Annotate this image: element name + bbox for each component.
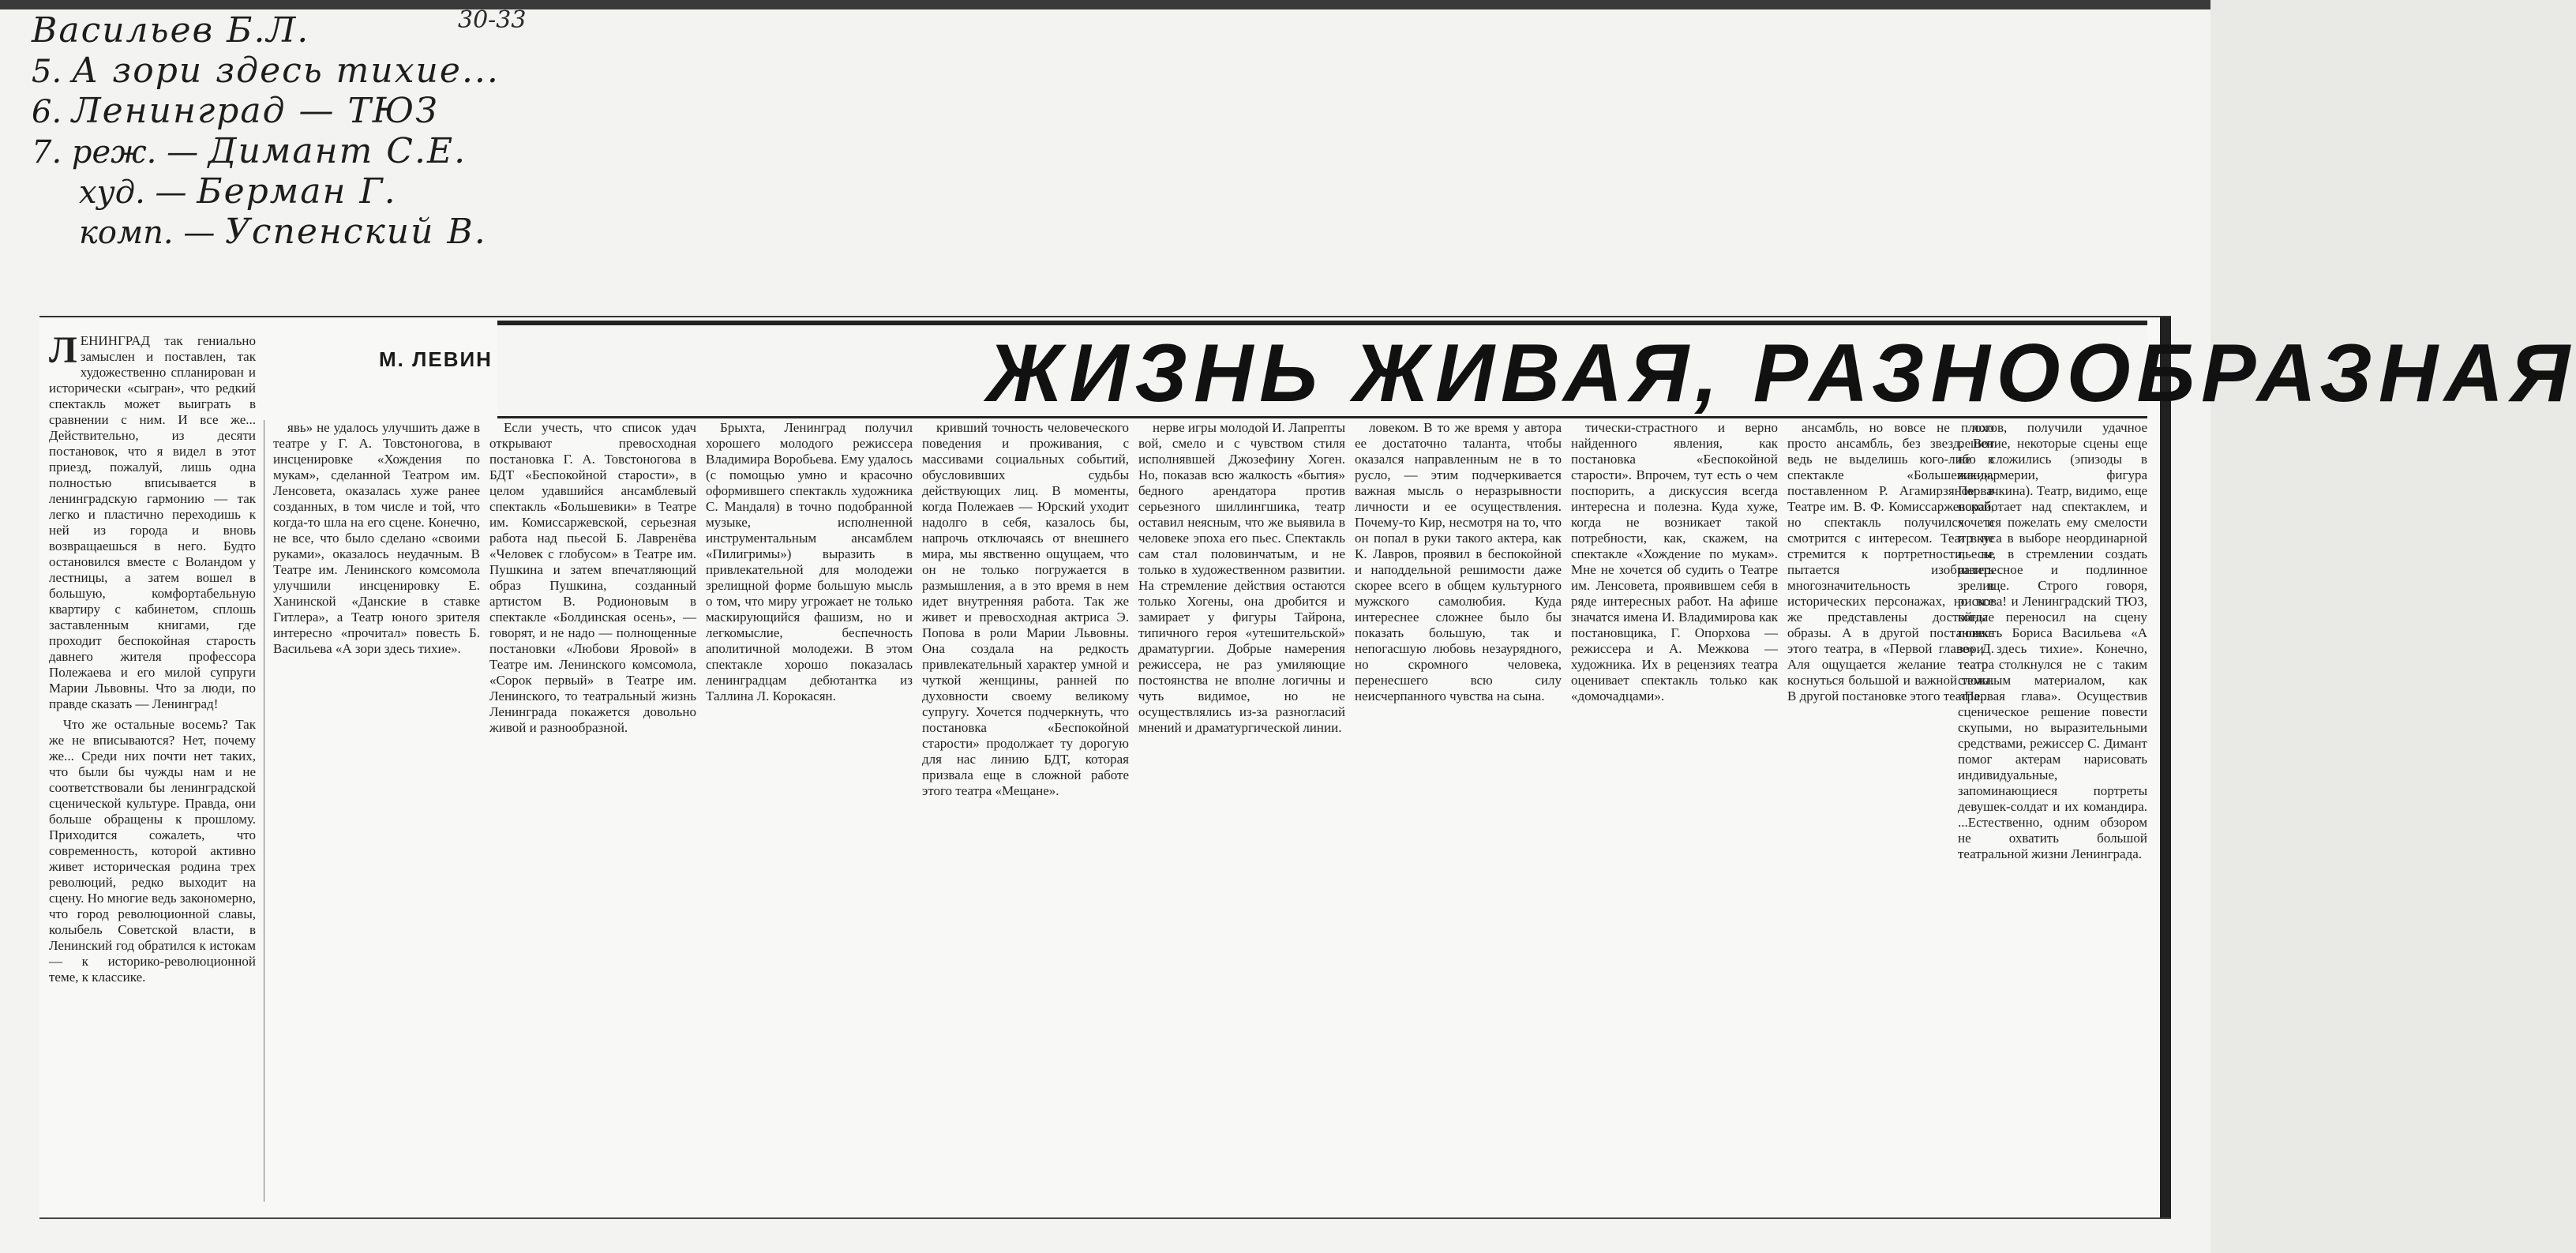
column-text: ловеком. В то же время у автора ее достаточно таланта, чтобы оказался направленным не в то русло, — этим подчеркивается важная мысль о неразрывности личности и ее осуществления. Почему-то Кир, несмотря на то, что он попал в руки такого актера, как К. Лавров, проявил в беспокойной и наподдельной решимости даже скорее всего в общем культурного мужского самолюбия. Куда интереснее сложнее было бы показать большую, так и непогасшую любовь незаурядного, но скромного человека, перенесшего всю силу неисчерпанного чувства на сына. [1355, 420, 1562, 703]
column-text: нерве игры молодой И. Лапрепты вой, смело и с чувством стиля исполнявшей Джозефину Хоген. Но, показав всю жалкость «бытия» бедного арендатора против серьезного шиллингшика, театр оставил неясным, что же выявила в человеке эпоха его пьес. Спектакль сам стал половинчатым, и не только в художественном развитии. На стремление действия остаются только Хогены, она дробится и замирает у фигуры Тайрона, типичного героя «утешительской» драматургии. Добрые намерения режиссера, не раз умиляющие постоянства не вполне логичны и чуть видимое, но не осуществлялись из-за разногласий мнений и драматургической линии. [1138, 420, 1345, 735]
note-number: 7. [32, 134, 62, 171]
article-column [273, 420, 480, 1202]
scan-top-edge [0, 0, 2210, 9]
note-number: 6. [32, 94, 62, 130]
article-author: М. ЛЕВИН [379, 347, 493, 371]
note-value: Берман Г. [197, 171, 397, 212]
article-column [1958, 420, 2147, 1202]
note-line [32, 92, 500, 132]
headline-frame [497, 321, 2576, 419]
column-text: ЕНИНГРАД так гениально замыслен и поставлен, так художественно спланирован и исторически «сыгран», что редкий спектакль может выиграть в сравнении с ним. И все же... Действительно, из десяти постановок, что я видел в этот приезд, пожалуй, лишь одна полностью вписывается в ленинградскую гармонию — так легко и пластично переходишь к ней из города и вновь возвращаешься в него. Будто остановился вместе с Воландом у лестницы, а затем вошел в большую, комфортабельную квартиру с кабинетом, сплошь заставленным книгами, где проходит беспокойная старость давнего жителя профессора Полежаева и его милой супруги Марии Львовны. Что за люди, по правде сказать — Ленинград! [49, 333, 256, 711]
note-label: комп. — [79, 215, 216, 251]
note-value: Ленинград — ТЮЗ [71, 91, 439, 131]
article-headline: ЖИЗНЬ ЖИВАЯ, РАЗНООБРАЗНАЯ [987, 328, 2576, 419]
column-text: логов, получили удачное решение, некоторые сцены еще не сложились (эпизоды в жандармерии, фигура Первачкина). Театр, видимо, еще поработает над спектаклем, и хочется пожелать ему смелости и вкуса в выборе неординарной пьесы, в стремлении создать интересное и подлинное зрелище. Строго говоря, рискова! и Ленинградский ТЮЗ, когда переносил на сцену повесть Бориса Васильева «А зори здесь тихие». Конечно, театр столкнулся не с таким сложным материалом, как «Первая глава». Осуществив сценическое решение повести скупыми, но выразительными средствами, режиссер С. Димант помог актерам нарисовать индивидуальные, запоминающиеся портреты девушек-солдат и их командира. ...Естественно, одним обзором не охватить большой театральной жизни Ленинграда. [1958, 420, 2147, 861]
article-column [1138, 420, 1345, 1202]
note-label: реж. — [71, 134, 199, 171]
article-column [922, 420, 1129, 1202]
article-column [1571, 420, 1778, 1202]
clipping-shadow-edge [2160, 317, 2171, 1217]
column-text: Если учесть, что список удач открывают превосходная постановка Г. А. Товстоногова в БДТ «Беспокойной старости», в целом удавшийся ансамблевый спектакль «Большевики» в Театре им. Комиссаржевской, серьезная работа над пьесой Б. Лавренёва «Человек с глобусом» в Театре им. Пушкина и затем впечатляющий образ Пушкина, созданный артистом В. Родионовым в спектакле «Болдинская осень», — говорят, и не надо — полнощенные постановки «Любови Яровой» в Театре им. Ленинского комсомола, «Сорок первый» в Театре им. Ленинского, то театральный жизнь Ленинграда покажется довольно живой и разнообразной. [489, 420, 696, 735]
note-line [32, 51, 500, 92]
handwritten-notes [32, 11, 500, 253]
drop-cap: Л [49, 329, 77, 371]
column-text: кривший точность человеческого поведения и проживания, с массивами социальных событий, обусловивших судьбы действующих лиц. В моменты, когда Полежаев — Юрский уходит надолго в себя, казалось бы, напрочь отключаясь от внешнего мира, мы явственно ощущаем, что он не только погружается в размышления, а в это время в нем идет внутренняя работа. Так же живет и превосходная актриса Э. Попова в роли Марии Львовны. Она создала на редкость привлекательный характер умной и чуткой женщины, ранней по духовности своему великому супругу. Хочется подчеркнуть, что постановка «Беспокойной старости» продолжает ту дорогую для нас линию БДТ, которая призвала еще в сложной работе этого театра «Мещане». [922, 420, 1129, 798]
note-value: Успенский В. [225, 212, 487, 252]
column-text: Брыхта, Ленинград получил хорошего молодого режиссера Владимира Воробьева. Ему удалось (с помощью умно и красочно оформившего спектакль художника С. Мандаля) в точно подобранной музыке, исполненной инструментальным ансамблем «Пилигримы») выразить в привлекательной для молодежи зрелищной форме большую мысль о том, что миру угрожает не только маскирующийся фашизм, но и легкомыслие, беспечность аполитичной молодежи. В этом спектакле хорошо показалась ленинградцам дебютантка из Таллина Л. Корокасян. [706, 420, 913, 703]
note-line [32, 172, 500, 212]
column-text: тически-страстного и верно найденного явления, как постановка «Беспокойной старости». Впрочем, тут есть о чем поспорить, а дискуссия всегда интересна и полезна. Куда хуже, когда не возникает такой потребности, как, скажем, на спектакле «Хождение по мукам». Мне не хочется об судить о Театре им. Ленсовета, проявившем себя в ряде интересных работ. На афише значатся имена И. Владимирова как постановщика, Г. Опорхова — режиссера и А. Межкова — художника. Их в рецензиях театра оценивает спектакль только как «домочадцами». [1571, 420, 1778, 703]
note-value: Васильев Б.Л. [32, 10, 310, 51]
newspaper-clipping [39, 316, 2576, 1219]
note-label: худ. — [79, 174, 187, 211]
note-value: А зори здесь тихие... [71, 51, 500, 91]
note-line [32, 11, 500, 51]
note-line [32, 212, 500, 253]
article-column [1355, 420, 1562, 1202]
column-text: явь» не удалось улучшить даже в театре у Г. А. Товстоногова, в инсценировке «Хождения по мукам», сделанной Театром им. Ленсовета, оказалась хуже ранее созданных, в том числе и той, что когда-то шла на его сцене. Конечно, не все, что было сделано «своими руками», оказалось неудачным. В Театре им. Ленинского комсомола улучшили инсценировку Е. Ханинской «Данские в ставке Гитлера», а Театр юного зрителя интересно «прочитал» повесть Б. Васильева «А зори здесь тихие». [273, 420, 480, 656]
article-column [706, 420, 913, 1202]
article-column [489, 420, 696, 1202]
note-value: Димант С.Е. [208, 131, 467, 171]
column-text: Что же остальные восемь? Так же не вписываются? Нет, почему же... Среди них почти нет таких, что были бы чужды нам и не соответствовали бы ленинградской сценической культуре. Правда, они больше обращены к прошлому. Приходится сожалеть, что современность, которой активно живет историческая родина трех революций, редко выходит на сцену. Но многие ведь закономерно, что город революционной славы, колыбель Советской власти, в Ленинский год обратился к истокам — к историко-революционной теме, к классике. [49, 717, 256, 985]
page-number: 30-33 [458, 6, 527, 34]
article-column [49, 329, 256, 1202]
note-number: 5. [32, 54, 62, 90]
note-line [32, 132, 500, 172]
column-text: ансамбль, но вовсе не плохо просто ансамбль, без звезд. Вот ведь не выделишь кого-либо в спектакле «Большевики», поставленном Р. Агамирзяном в Театре им. В. Ф. Комиссаржевской, но спектакль получился и смотрится с интересом. Театр не стремится к портретности, не пытается изобразить многозначительность в исторических персонажах, но все же представлены достойные образы. А в другой постановке этого театра, в «Первой главе» Д. Аля ощущается желание театра коснуться большой и важной темы. В другой постановке этого театра... [1787, 420, 1994, 703]
